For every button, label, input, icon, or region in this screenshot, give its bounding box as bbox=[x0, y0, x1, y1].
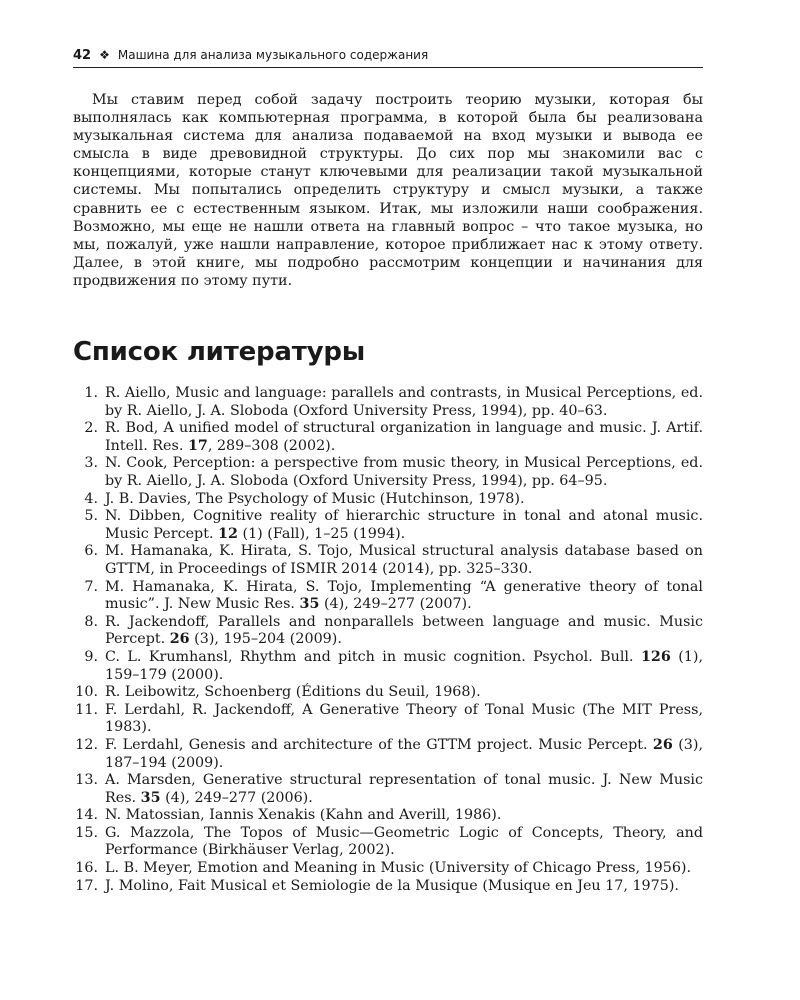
reference-volume: 12 bbox=[218, 525, 238, 542]
reference-number: 10. bbox=[75, 684, 98, 701]
reference-citation: C. L. Krumhansl, Rhythm and pitch in music cognition. Psychol. Bull. bbox=[105, 648, 641, 665]
reference-text bbox=[105, 420, 703, 455]
reference-number: 3. bbox=[84, 455, 98, 472]
reference-citation: M. Hamanaka, K. Hirata, S. Tojo, Musical structural analysis database based on GTTM, in Proceedings of ISMIR 2014 (2014), pp. 325–330. bbox=[105, 543, 703, 577]
reference-citation: N. Matossian, Iannis Xenakis (Kahn and Averill, 1986). bbox=[105, 807, 502, 824]
reference-item bbox=[73, 491, 703, 509]
reference-citation: R. Leibowitz, Schoenberg (Éditions du Seuil, 1968). bbox=[105, 684, 481, 701]
reference-citation: G. Mazzola, The Topos of Music—Geometric Logic of Concepts, Theory, and Performance (Birkhäuser Verlag, 2002). bbox=[105, 824, 703, 859]
section-title: Список литературы bbox=[73, 337, 366, 368]
reference-number: 14. bbox=[75, 807, 98, 824]
reference-volume: 26 bbox=[652, 736, 673, 753]
reference-number: 1. bbox=[84, 385, 98, 402]
reference-citation: J. B. Davies, The Psychology of Music (Hutchinson, 1978). bbox=[105, 490, 525, 507]
reference-number: 16. bbox=[75, 860, 98, 877]
reference-text bbox=[105, 684, 703, 702]
reference-item bbox=[73, 614, 703, 649]
reference-pages: (1), 159–179 (2000). bbox=[105, 648, 703, 683]
reference-number: 15. bbox=[75, 824, 98, 841]
reference-volume: 17 bbox=[187, 437, 208, 454]
reference-pages: , 289–308 (2002). bbox=[207, 437, 336, 454]
reference-pages: (4), 249–277 (2007). bbox=[319, 596, 472, 613]
reference-number: 5. bbox=[84, 508, 98, 525]
reference-number: 6. bbox=[84, 543, 98, 560]
reference-item bbox=[73, 508, 703, 543]
ornament-icon: ❖ bbox=[99, 48, 110, 62]
reference-text bbox=[105, 772, 703, 807]
reference-number: 11. bbox=[75, 701, 98, 718]
reference-text bbox=[105, 491, 703, 509]
reference-text bbox=[105, 737, 703, 772]
reference-number: 8. bbox=[84, 613, 98, 630]
reference-citation: N. Dibben, Cognitive reality of hierarchic structure in tonal and atonal music. Music Percept. bbox=[105, 508, 703, 542]
running-header bbox=[73, 48, 703, 68]
reference-item bbox=[73, 772, 703, 807]
reference-item bbox=[73, 807, 703, 825]
reference-item bbox=[73, 579, 703, 614]
page-number: 42 bbox=[73, 48, 92, 63]
reference-text bbox=[105, 579, 703, 614]
reference-citation: R. Jackendoff, Parallels and nonparallels between language and music. Music Percept. bbox=[105, 613, 703, 648]
reference-pages: (1) (Fall), 1–25 (1994). bbox=[237, 525, 406, 542]
chapter-title: Машина для анализа музыкального содержания bbox=[117, 48, 429, 62]
reference-volume: 26 bbox=[169, 631, 190, 648]
reference-number: 2. bbox=[84, 420, 98, 437]
reference-volume: 35 bbox=[299, 596, 320, 613]
book-page bbox=[73, 48, 703, 895]
reference-citation: J. Molino, Fait Musical et Semiologie de la Musique (Musique en Jeu 17, 1975). bbox=[105, 877, 679, 894]
intro-paragraph: Мы ставим перед собой задачу построить теорию музыки, которая бы выполнялась как компьютерная программа, в которой была бы реализована музыкальная система для анализа подаваемой на вход музыки и вывода ее смысла в виде древовидной структуры. До сих пор мы знакомили вас с концепциями, которые станут ключевыми для реализации такой музыкальной системы. Мы попытались определить структуру и смысл музыки, а также сравнить ее с естественным языком. Итак, мы изложили наши соображения. Возможно, мы еще не нашли ответа на главный вопрос – что такое музыка, но мы, пожалуй, уже нашли направление, которое приближает нас к этому ответу. Далее, в этой книге, мы подробно рассмотрим концепции и начинания для продвижения по этому пути. bbox=[73, 92, 703, 289]
reference-pages: (3), 187–194 (2009). bbox=[105, 736, 704, 771]
reference-pages: (4), 249–277 (2006). bbox=[160, 789, 313, 806]
reference-number: 4. bbox=[84, 490, 98, 507]
reference-citation: N. Cook, Perception: a perspective from music theory, in Musical Perceptions, ed. by R. Aiello, J. A. Sloboda (Oxford University Press, 1994), pp. 64–95. bbox=[105, 455, 703, 489]
reference-text bbox=[105, 385, 703, 420]
reference-text bbox=[105, 649, 703, 684]
reference-citation: F. Lerdahl, R. Jackendoff, A Generative Theory of Tonal Music (The MIT Press, 1983). bbox=[105, 701, 703, 736]
reference-text bbox=[105, 878, 703, 896]
reference-citation: R. Bod, A unified model of structural organization in language and music. J. Artif. Intell. Res. bbox=[105, 420, 703, 454]
reference-number: 13. bbox=[75, 772, 98, 789]
reference-citation: F. Lerdahl, Genesis and architecture of the GTTM project. Music Percept. bbox=[105, 736, 653, 753]
reference-citation: R. Aiello, Music and language: parallels and contrasts, in Musical Perceptions, ed. by R. Aiello, J. A. Sloboda (Oxford University Press, 1994), pp. 40–63. bbox=[105, 385, 703, 419]
reference-text bbox=[105, 455, 703, 490]
reference-list bbox=[73, 385, 703, 895]
reference-item bbox=[73, 385, 703, 420]
reference-item bbox=[73, 684, 703, 702]
reference-citation: L. B. Meyer, Emotion and Meaning in Music (University of Chicago Press, 1956). bbox=[105, 860, 692, 877]
reference-text bbox=[105, 825, 703, 860]
reference-item bbox=[73, 860, 703, 878]
reference-text bbox=[105, 807, 703, 825]
reference-text bbox=[105, 860, 703, 878]
reference-item bbox=[73, 455, 703, 490]
reference-item bbox=[73, 543, 703, 578]
reference-item bbox=[73, 702, 703, 737]
reference-item bbox=[73, 420, 703, 455]
reference-text bbox=[105, 702, 703, 737]
reference-volume: 126 bbox=[640, 648, 671, 665]
reference-number: 17. bbox=[75, 877, 98, 894]
reference-item bbox=[73, 649, 703, 684]
reference-text bbox=[105, 543, 703, 578]
reference-item bbox=[73, 825, 703, 860]
reference-volume: 35 bbox=[140, 789, 161, 806]
reference-citation: M. Hamanaka, K. Hirata, S. Tojo, Implementing “A generative theory of tonal music”. J. New Music Res. bbox=[105, 578, 703, 613]
reference-text bbox=[105, 614, 703, 649]
reference-text bbox=[105, 508, 703, 543]
reference-number: 12. bbox=[75, 736, 98, 753]
reference-pages: (3), 195–204 (2009). bbox=[189, 631, 342, 648]
reference-item bbox=[73, 878, 703, 896]
reference-item bbox=[73, 737, 703, 772]
reference-number: 9. bbox=[84, 648, 98, 665]
reference-citation: A. Marsden, Generative structural representation of tonal music. J. New Music Res. bbox=[105, 772, 703, 806]
reference-number: 7. bbox=[84, 578, 98, 595]
